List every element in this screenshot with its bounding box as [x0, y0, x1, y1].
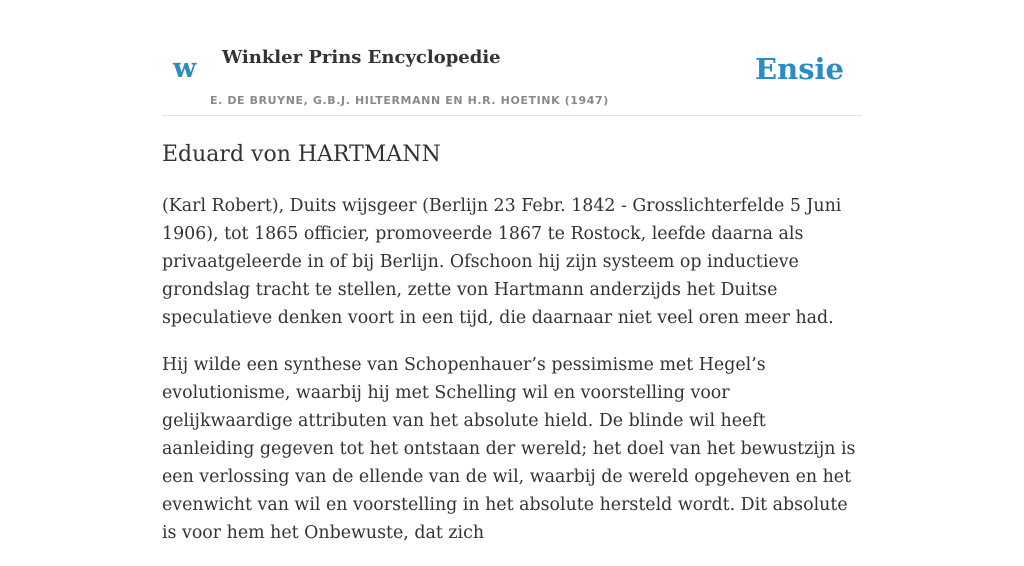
source-authors: E. DE BRUYNE, G.B.J. HILTERMANN EN H.R. HOETINK (1947) [210, 94, 609, 107]
ensie-logo-link[interactable]: Ensie [755, 52, 844, 86]
entry-title: Eduard von HARTMANN [162, 142, 441, 167]
paragraph-2: Hij wilde een synthese van Schopenhauer’s pessimisme met Hegel’s evolutionisme, waarbij hij met Schelling wil en voorstelling voor gelijkwaardige attributen van het absolute hield. De blinde wil heeft aanleiding gegeven tot het ontstaan der wereld; het doel van het bewustzijn is een verlossing van de ellende van de wil, waarbij de wereld opgeheven en het evenwicht van wil en voorstelling in het absolute hersteld wordt. Dit absolute is voor hem het Onbewuste, dat zich [162, 355, 856, 543]
entry-body [162, 192, 862, 566]
paragraph-1: (Karl Robert), Duits wijsgeer (Berlijn 23 Febr. 1842 - Grosslichterfelde 5 Juni 1906), tot 1865 officier, promoveerde 1867 te Rostock, leefde daarna als privaatgeleerde in of bij Berlijn. Ofschoon hij zijn systeem op inductieve grondslag tracht te stellen, zette von Hartmann anderzijds het Duitse speculatieve denken voort in een tijd, die daarnaar niet veel oren meer had. [162, 196, 842, 328]
site-header [162, 0, 862, 116]
winkler-prins-logo[interactable]: w [173, 53, 197, 84]
source-title[interactable]: Winkler Prins Encyclopedie [222, 47, 501, 68]
